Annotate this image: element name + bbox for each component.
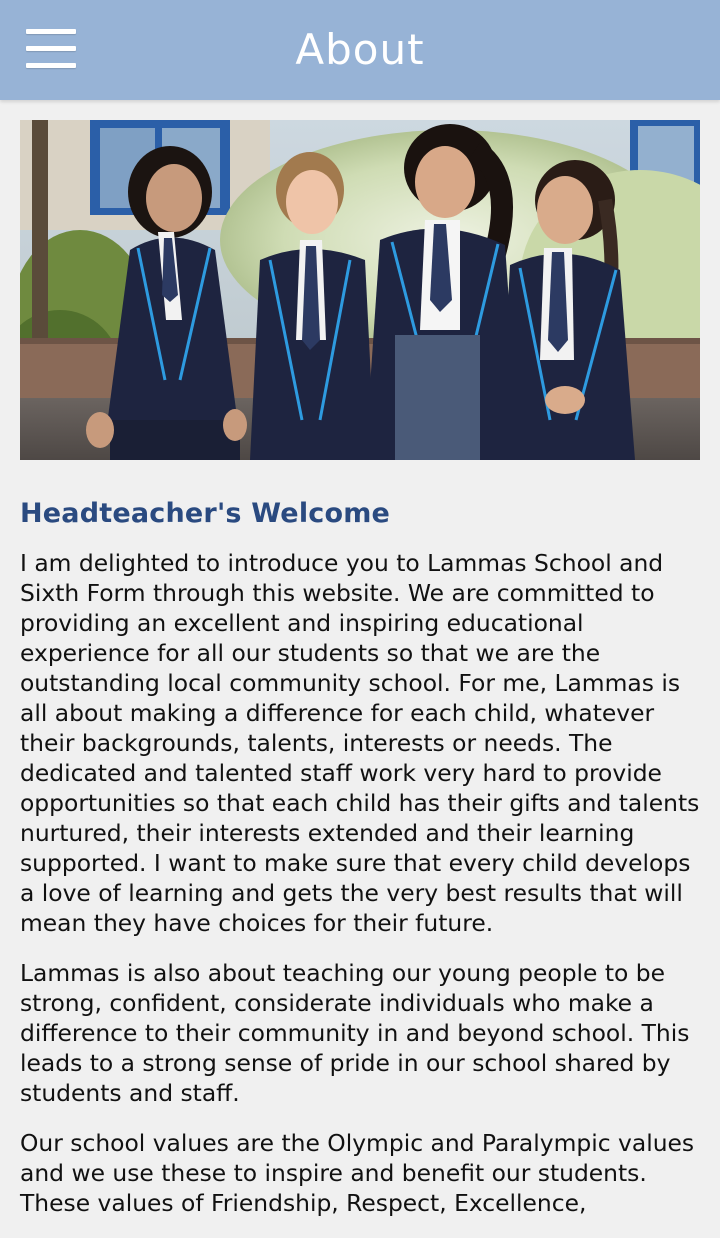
welcome-paragraph: Lammas is also about teaching our young people to be strong, confident, considerate individuals who make a difference to their community in and beyond school. This leads to a strong sense of pride in our school shared by students and staff. — [20, 959, 690, 1107]
page-title: About — [295, 25, 425, 74]
app-bar — [0, 0, 720, 100]
hamburger-menu-icon[interactable] — [20, 22, 82, 78]
menu-line — [26, 63, 76, 68]
welcome-section — [20, 494, 702, 1238]
welcome-heading: Headteacher's Welcome — [20, 498, 391, 529]
menu-line — [26, 46, 76, 51]
hero-image — [20, 120, 700, 460]
welcome-paragraph: Our school values are the Olympic and Paralympic values and we use these to inspire and benefit our students. These values of Friendship, Respect, Excellence, — [20, 1129, 695, 1217]
menu-line — [26, 29, 76, 34]
welcome-paragraph: I am delighted to introduce you to Lammas School and Sixth Form through this website. We are committed to providing an excellent and inspiring educational experience for all our students so that we are the outstanding local community school. For me, Lammas is all about making a difference for each child, whatever their backgrounds, talents, interests or needs. The dedicated and talented staff work very hard to provide opportunities so that each child has their gifts and talents nurtured, their interests extended and their learning supported. I want to make sure that every child develops a love of learning and gets the very best results that will mean they have choices for their future. — [20, 549, 700, 937]
